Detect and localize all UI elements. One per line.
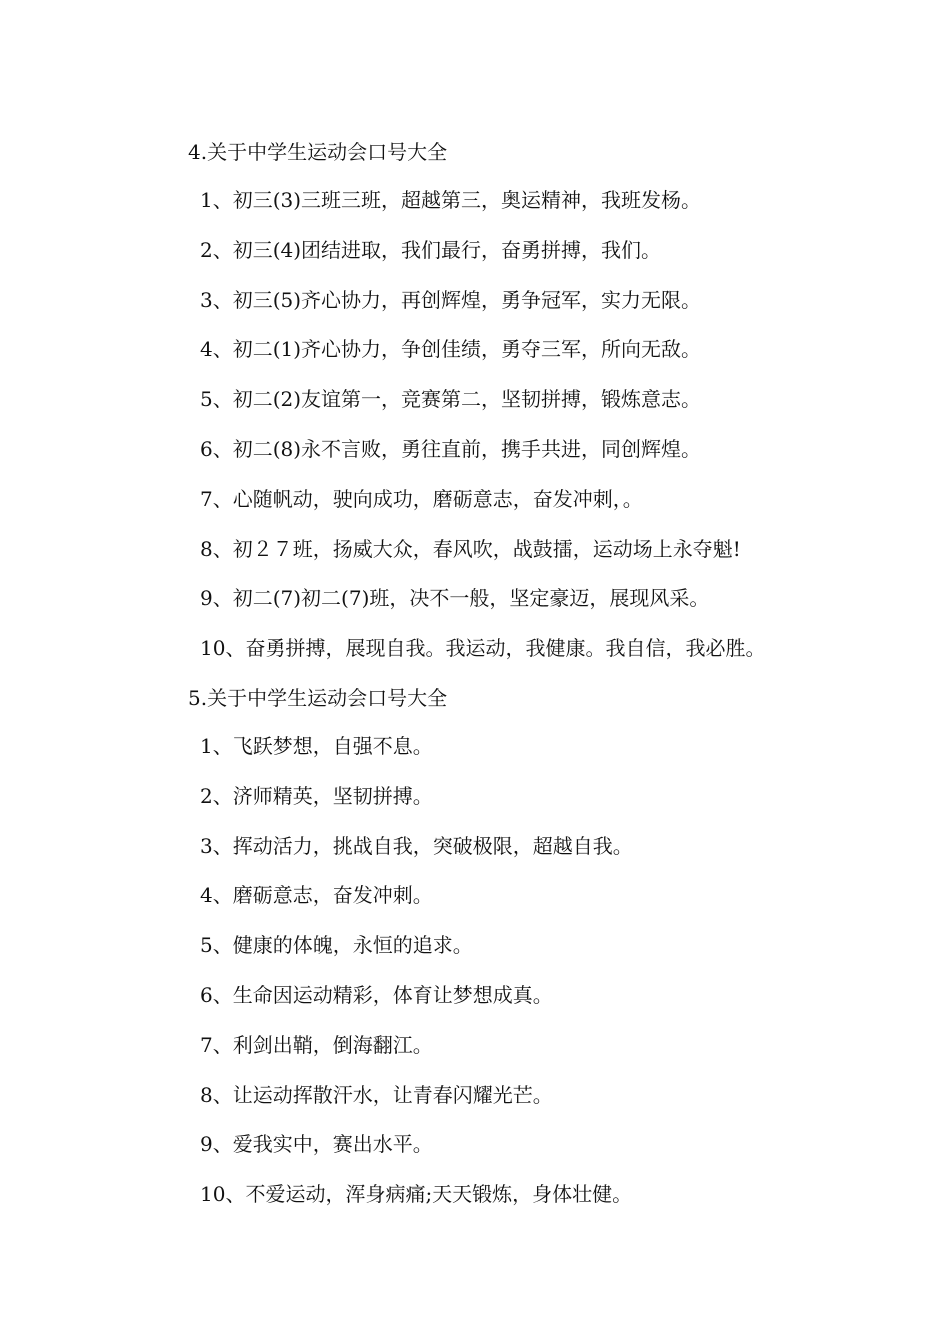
slogan-item: 8、初２７班，扬威大众，春风吹，战鼓擂，运动场上永夺魁! [200, 536, 741, 561]
section-heading: 4.关于中学生运动会口号大全 [188, 140, 448, 164]
slogan-list [0, 722, 950, 1220]
slogan-item: 5、初二(2)友谊第一，竞赛第二，坚韧拼搏，锻炼意志。 [200, 387, 702, 412]
slogan-item: 5、健康的体魄，永恒的追求。 [200, 933, 473, 958]
slogan-section-4 [0, 133, 950, 674]
slogan-item: 10、奋勇拼搏，展现自我。我运动，我健康。我自信，我必胜。 [200, 636, 766, 661]
slogan-item: 1、初三(3)三班三班，超越第三，奥运精神，我班发杨。 [200, 188, 702, 212]
slogan-item: 2、初三(4)团结进取，我们最行，奋勇拼搏，我们。 [200, 237, 662, 262]
slogan-item: 9、初二(7)初二(7)班，决不一般，坚定豪迈，展现风采。 [200, 586, 710, 611]
slogan-item: 7、心随帆动，驶向成功，磨砺意志，奋发冲刺，。 [200, 486, 643, 511]
slogan-list [0, 176, 950, 674]
slogan-item: 9、爱我实中，赛出水平。 [200, 1132, 433, 1157]
slogan-item: 3、挥动活力，挑战自我，突破极限，超越自我。 [200, 833, 633, 858]
slogan-item: 7、利剑出鞘，倒海翻江。 [200, 1032, 433, 1057]
slogan-item: 6、初二(8)永不言败，勇往直前，携手共进，同创辉煌。 [200, 436, 702, 461]
slogan-item: 10、不爱运动，浑身病痛;天天锻炼，身体壮健。 [200, 1182, 633, 1207]
slogan-item: 4、初二(1)齐心协力，争创佳绩，勇夺三军，所向无敌。 [200, 337, 702, 362]
slogan-section-5 [0, 679, 950, 1220]
slogan-item: 2、济师精英，坚韧拼搏。 [200, 783, 433, 808]
slogan-item: 3、初三(5)齐心协力，再创辉煌，勇争冠军，实力无限。 [200, 287, 702, 312]
slogan-item: 8、让运动挥散汗水，让青春闪耀光芒。 [200, 1082, 553, 1107]
slogan-item: 4、磨砺意志，奋发冲刺。 [200, 883, 433, 908]
section-heading: 5.关于中学生运动会口号大全 [188, 686, 448, 710]
slogan-item: 1、飞跃梦想，自强不息。 [200, 734, 433, 758]
slogan-item: 6、生命因运动精彩，体育让梦想成真。 [200, 982, 553, 1007]
